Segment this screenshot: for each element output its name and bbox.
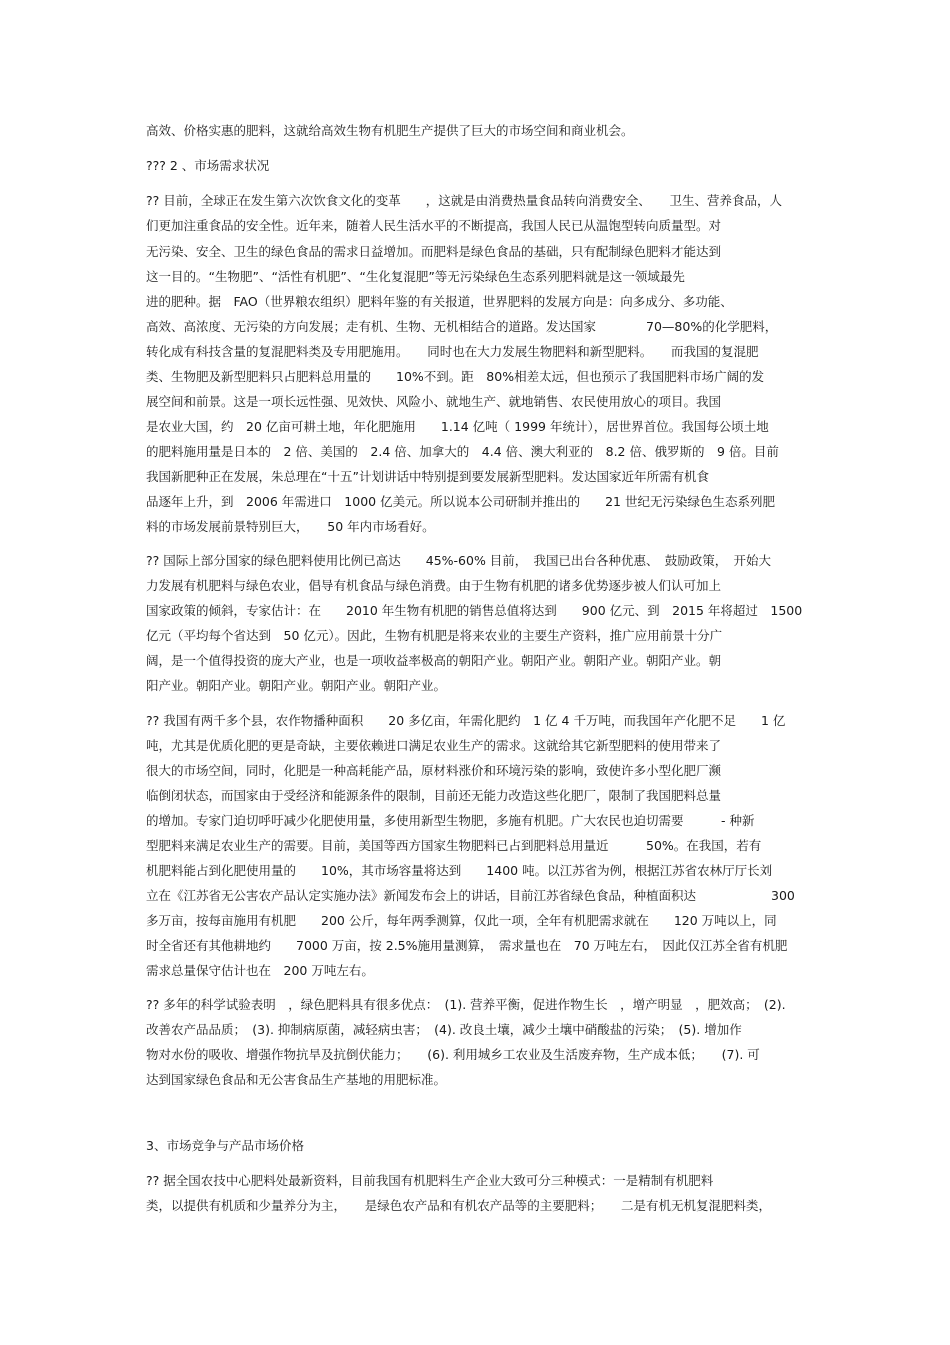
text-line: 达到国家绿色食品和无公害食品生产基地的用肥标准。 [146,1072,447,1087]
text-line: ?? 我国有两千多个县，农作物播种面积 20 多亿亩，年需化肥约 1 亿 4 千万吨，而我国年产化肥不足 1 亿 [146,713,786,728]
text-line: 机肥料能占到化肥使用量的 10%，其市场容量将达到 1400 吨。以江苏省为例，根据江苏省农林厅厅长刘 [146,863,773,878]
text-line: 多万亩，按每亩施用有机肥 200 公斤，每年两季测算，仅此一项，全年有机肥需求就在 120 万吨以上，同 [146,913,777,928]
text-line: 高效、价格实惠的肥料，这就给高效生物有机肥生产提供了巨大的市场空间和商业机会。 [146,123,634,138]
text-line: 力发展有机肥料与绿色农业，倡导有机食品与绿色消费。由于生物有机肥的诸多优势逐步被人们认可加上 [146,578,722,593]
text-line: ?? 多年的科学试验表明 ，绿色肥料具有很多优点： (1). 营养平衡，促进作物生长 ，增产明显 ，肥效高； (2). [146,997,786,1012]
text-line: ?? 目前，全球正在发生第六次饮食文化的变革 ，这就是由消费热量食品转向消费安全、 卫生、营养食品，人 [146,193,782,208]
text-line: 改善农产品品质； (3). 抑制病原菌，减轻病虫害； (4). 改良土壤，减少土壤中硝酸盐的污染； (5). 增加作 [146,1022,742,1037]
text-line: 进的肥种。据 FAO（世界粮农组织）肥料年鉴的有关报道，世界肥料的发展方向是：向多成分、多功能、 [146,294,733,309]
text-line: 转化成有科技含量的复混肥料类及专用肥施用。 同时也在大力发展生物肥料和新型肥料。 而我国的复混肥 [146,344,759,359]
text-line: 展空间和前景。这是一项长远性强、见效快、风险小、就地生产、就地销售、农民使用放心的项目。我国 [146,394,722,409]
text-line: 阳产业。朝阳产业。朝阳产业。朝阳产业。朝阳产业。 [146,678,447,693]
text-line: 无污染、安全、卫生的绿色食品的需求日益增加。而肥料是绿色食品的基础，只有配制绿色肥料才能达到 [146,244,722,259]
text-line: 的增加。专家门迫切呼吁减少化肥使用量，多使用新型生物肥，多施有机肥。广大农民也迫切需要 - 种新 [146,813,755,828]
text-line: 是农业大国，约 20 亿亩可耕土地，年化肥施用 1.14 亿吨（ 1999 年统计），居世界首位。我国每公顷土地 [146,419,769,434]
text-line: 吨，尤其是优质化肥的更是奇缺，主要依赖进口满足农业生产的需求。这就给其它新型肥料的使用带来了 [146,738,722,753]
text-line: 类，以提供有机质和少量养分为主， 是绿色农产品和有机农产品等的主要肥料； 二是有机无机复混肥料类， [146,1198,772,1213]
text-line: 这一目的。“生物肥”、“活性有机肥”、“生化复混肥”等无污染绿色生态系列肥料就是这一领域最先 [146,269,685,284]
text-line: 时全省还有其他耕地约 7000 万亩，按 2.5%施用量测算， 需求量也在 70 万吨左右， 因此仅江苏全省有机肥 [146,938,788,953]
text-line: 很大的市场空间，同时，化肥是一种高耗能产品，原材料涨价和环境污染的影响，致使许多小型化肥厂濒 [146,763,722,778]
text-line: 临倒闭状态，而国家由于受经济和能源条件的限制，目前还无能力改造这些化肥厂，限制了我国肥料总量 [146,788,722,803]
text-line: 物对水份的吸收、增强作物抗旱及抗倒伏能力； (6). 利用城乡工农业及生活废弃物，生产成本低； (7). 可 [146,1047,760,1062]
text-line: 品逐年上升，到 2006 年需进口 1000 亿美元。所以说本公司研制并推出的 21 世纪无污染绿色生态系列肥 [146,494,775,509]
section-heading: ??? 2 、市场需求状况 [146,158,270,173]
text-line: 型肥料来满足农业生产的需要。目前，美国等西方国家生物肥料已占到肥料总用量近 50%。在我国，若有 [146,838,762,853]
text-line: 亿元（平均每个省达到 50 亿元）。因此，生物有机肥是将来农业的主要生产资料，推广应用前景十分广 [146,628,723,643]
section-heading: 3、市场竞争与产品市场价格 [146,1138,304,1153]
text-line: 我国新肥种正在发展，朱总理在“十五”计划讲话中特别提到要发展新型肥料。发达国家近年所需有机食 [146,469,709,484]
text-line: 的肥料施用量是日本的 2 倍、美国的 2.4 倍、加拿大的 4.4 倍、澳大利亚的 8.2 倍、俄罗斯的 9 倍。目前 [146,444,779,459]
text-line: 类、生物肥及新型肥料只占肥料总用量的 10%不到。距 80%相差太远，但也预示了我国肥料市场广阔的发 [146,369,765,384]
text-line: 需求总量保守估计也在 200 万吨左右。 [146,963,374,978]
text-line: 料的市场发展前景特别巨大， 50 年内市场看好。 [146,519,435,534]
text-line: ?? 国际上部分国家的绿色肥料使用比例已高达 45%-60% 目前， 我国已出台各种优惠、 鼓励政策， 开始大 [146,553,772,568]
text-line: 高效、高浓度、无污染的方向发展；走有机、生物、无机相结合的道路。发达国家 70—80%的化学肥料， [146,319,778,334]
text-line: 立在《江苏省无公害农产品认定实施办法》新闻发布会上的讲话，目前江苏省绿色食品，种植面积达 300 [146,888,795,903]
text-line: 国家政策的倾斜，专家估计：在 2010 年生物有机肥的销售总值将达到 900 亿元、到 2015 年将超过 1500 [146,603,803,618]
text-line: 阔，是一个值得投资的庞大产业，也是一项收益率极高的朝阳产业。朝阳产业。朝阳产业。朝阳产业。朝 [146,653,722,668]
text-line: ?? 据全国农技中心肥料处最新资料，目前我国有机肥料生产企业大致可分三种模式：一是精制有机肥料 [146,1173,714,1188]
text-line: 们更加注重食品的安全性。近年来，随着人民生活水平的不断提高，我国人民已从温饱型转向质量型。对 [146,218,722,233]
